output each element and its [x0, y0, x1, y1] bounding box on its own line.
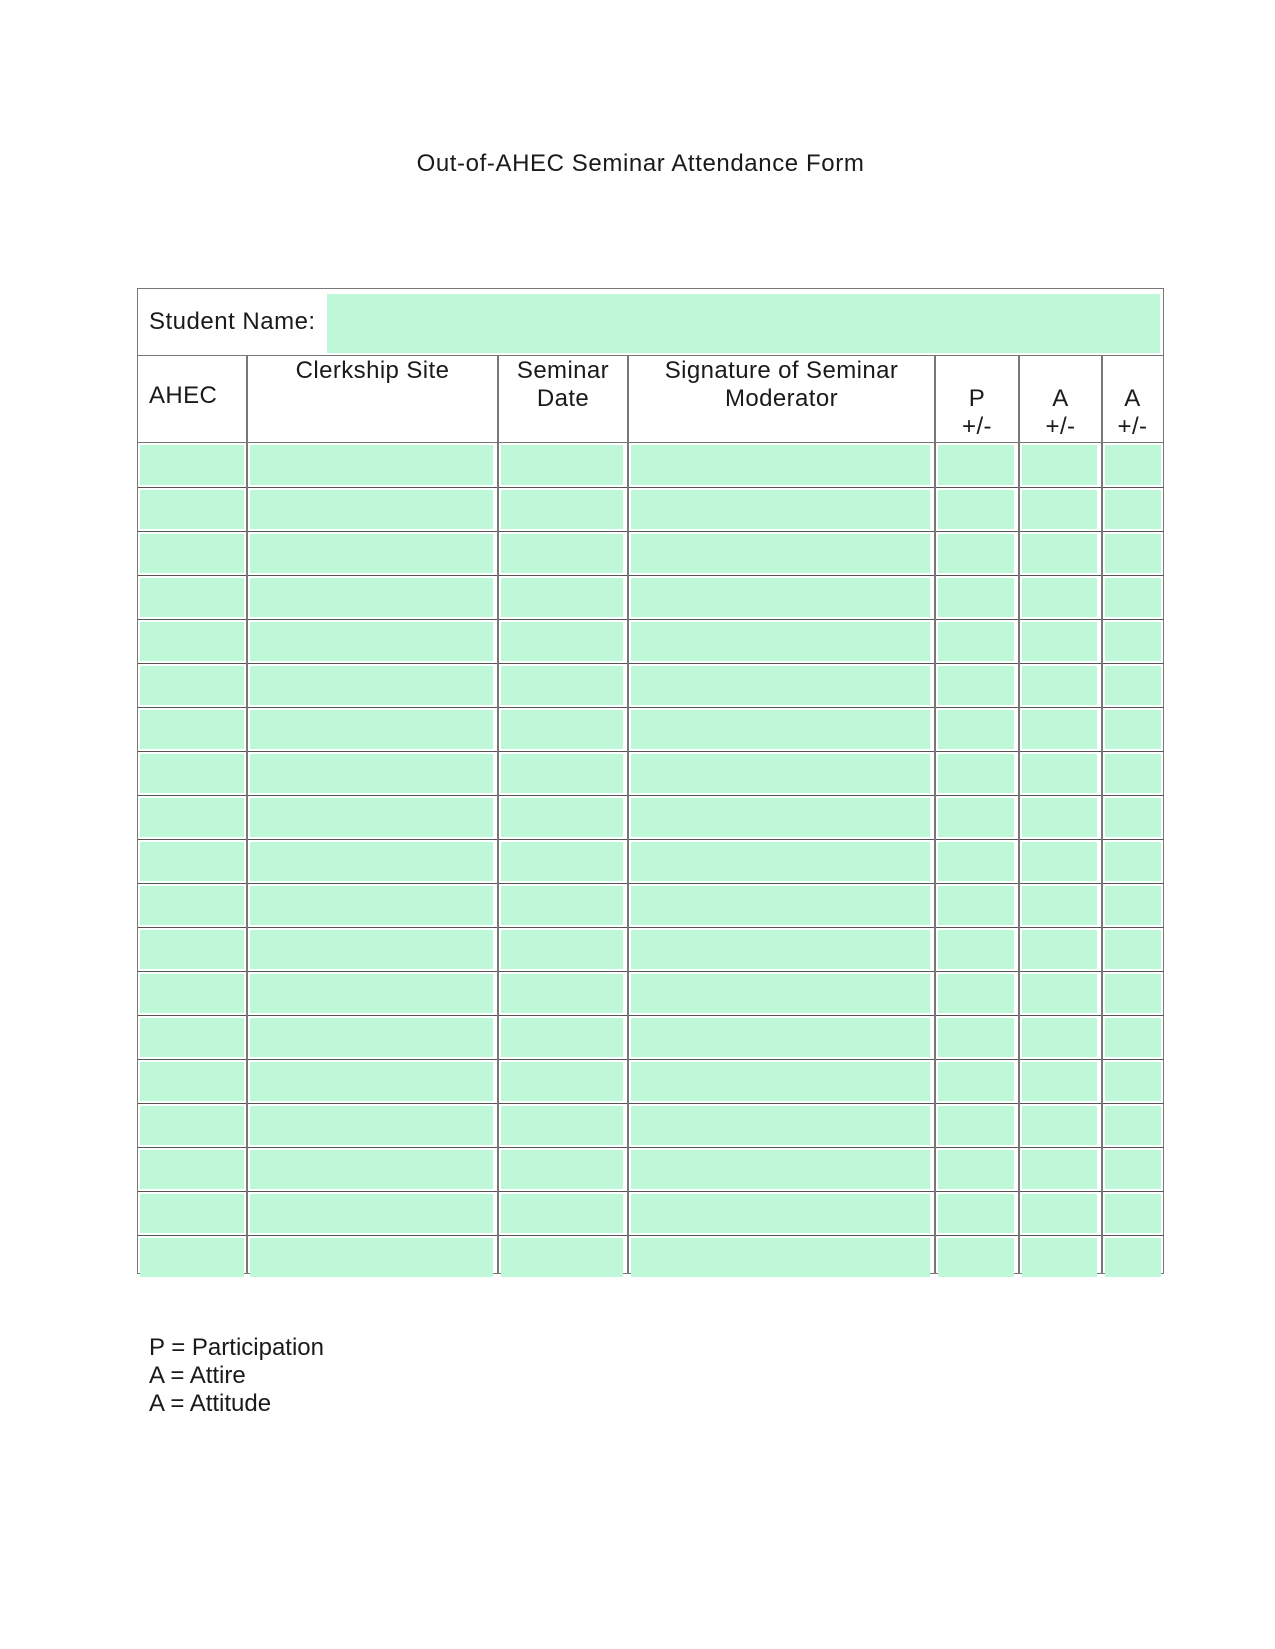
attitude-field[interactable] — [1105, 1194, 1161, 1233]
header-moderator-line2: Moderator — [725, 385, 838, 412]
ahec-field[interactable] — [140, 1062, 244, 1101]
participation-field[interactable] — [938, 1062, 1014, 1101]
student-name-row — [138, 289, 1163, 356]
participation-field[interactable] — [938, 1238, 1014, 1277]
ahec-field[interactable] — [140, 1194, 244, 1233]
header-attitude-letter: A — [1124, 385, 1141, 412]
column-divider — [627, 356, 629, 1273]
ahec-field[interactable] — [140, 534, 244, 573]
participation-field[interactable] — [938, 710, 1014, 749]
moderator-signature-field[interactable] — [631, 1018, 930, 1057]
moderator-signature-field[interactable] — [631, 490, 930, 529]
clerkship-site-field[interactable] — [250, 490, 493, 529]
table-row — [138, 1103, 1163, 1147]
moderator-signature-field[interactable] — [631, 1062, 930, 1101]
attitude-field[interactable] — [1105, 578, 1161, 617]
ahec-field[interactable] — [140, 710, 244, 749]
table-row — [138, 1059, 1163, 1103]
student-name-field[interactable] — [327, 294, 1160, 353]
moderator-signature-field[interactable] — [631, 710, 930, 749]
attitude-field[interactable] — [1105, 930, 1161, 969]
participation-field[interactable] — [938, 930, 1014, 969]
seminar-date-field[interactable] — [501, 930, 623, 969]
ahec-field[interactable] — [140, 974, 244, 1013]
header-seminar-date-line2: Date — [536, 385, 590, 412]
seminar-date-field[interactable] — [501, 534, 623, 573]
column-divider — [1101, 356, 1103, 1273]
moderator-signature-field[interactable] — [631, 445, 930, 485]
clerkship-site-field[interactable] — [250, 445, 493, 485]
clerkship-site-field[interactable] — [250, 798, 493, 837]
table-row — [138, 1147, 1163, 1191]
clerkship-site-field[interactable] — [250, 622, 493, 661]
attitude-field[interactable] — [1105, 974, 1161, 1013]
attire-field[interactable] — [1022, 1062, 1097, 1101]
participation-field[interactable] — [938, 534, 1014, 573]
attire-field[interactable] — [1022, 930, 1097, 969]
clerkship-site-field[interactable] — [250, 974, 493, 1013]
moderator-signature-field[interactable] — [631, 842, 930, 881]
legend — [149, 1334, 324, 1418]
attire-field[interactable] — [1022, 622, 1097, 661]
form-title: Out-of-AHEC Seminar Attendance Form — [416, 150, 865, 177]
legend-item: P = Participation — [149, 1334, 324, 1361]
attire-field[interactable] — [1022, 1194, 1097, 1233]
attire-field[interactable] — [1022, 754, 1097, 793]
seminar-date-field[interactable] — [501, 974, 623, 1013]
moderator-signature-field[interactable] — [631, 534, 930, 573]
attitude-field[interactable] — [1105, 886, 1161, 925]
attitude-field[interactable] — [1105, 710, 1161, 749]
header-ahec — [138, 356, 247, 442]
seminar-date-field[interactable] — [501, 1106, 623, 1145]
table-row — [138, 795, 1163, 839]
moderator-signature-field[interactable] — [631, 1106, 930, 1145]
table-row — [138, 531, 1163, 575]
participation-field[interactable] — [938, 445, 1014, 485]
seminar-date-field[interactable] — [501, 666, 623, 705]
attire-field[interactable] — [1022, 445, 1097, 485]
ahec-field[interactable] — [140, 930, 244, 969]
participation-field[interactable] — [938, 754, 1014, 793]
header-seminar-date — [498, 356, 628, 442]
column-header-row — [138, 356, 1163, 443]
table-row — [138, 619, 1163, 663]
attitude-field[interactable] — [1105, 1062, 1161, 1101]
participation-field[interactable] — [938, 578, 1014, 617]
ahec-field[interactable] — [140, 1018, 244, 1057]
attire-field[interactable] — [1022, 534, 1097, 573]
table-row — [138, 1235, 1163, 1279]
seminar-date-field[interactable] — [501, 578, 623, 617]
ahec-field[interactable] — [140, 754, 244, 793]
attitude-field[interactable] — [1105, 622, 1161, 661]
ahec-field[interactable] — [140, 842, 244, 881]
clerkship-site-field[interactable] — [250, 1018, 493, 1057]
seminar-date-field[interactable] — [501, 1194, 623, 1233]
ahec-field[interactable] — [140, 1238, 244, 1277]
seminar-date-field[interactable] — [501, 1018, 623, 1057]
attire-field[interactable] — [1022, 578, 1097, 617]
legend-item: A = Attire — [149, 1362, 246, 1389]
seminar-date-field[interactable] — [501, 886, 623, 925]
attire-field[interactable] — [1022, 710, 1097, 749]
clerkship-site-field[interactable] — [250, 1150, 493, 1189]
attitude-field[interactable] — [1105, 798, 1161, 837]
attendance-rows — [138, 443, 1163, 1273]
participation-field[interactable] — [938, 974, 1014, 1013]
header-moderator-line1: Signature of Seminar — [664, 357, 899, 384]
header-clerkship-site-label: Clerkship Site — [295, 357, 450, 384]
attitude-field[interactable] — [1105, 445, 1161, 485]
attire-field[interactable] — [1022, 1018, 1097, 1057]
clerkship-site-field[interactable] — [250, 666, 493, 705]
participation-field[interactable] — [938, 886, 1014, 925]
column-divider — [934, 356, 936, 1273]
table-row — [138, 443, 1163, 487]
moderator-signature-field[interactable] — [631, 622, 930, 661]
seminar-date-field[interactable] — [501, 1238, 623, 1277]
attire-field[interactable] — [1022, 974, 1097, 1013]
header-participation-letter: P — [968, 385, 986, 412]
participation-field[interactable] — [938, 490, 1014, 529]
table-row — [138, 883, 1163, 927]
moderator-signature-field[interactable] — [631, 930, 930, 969]
ahec-field[interactable] — [140, 666, 244, 705]
attitude-field[interactable] — [1105, 1150, 1161, 1189]
clerkship-site-field[interactable] — [250, 534, 493, 573]
legend-item: A = Attitude — [149, 1390, 272, 1417]
table-row — [138, 927, 1163, 971]
attitude-field[interactable] — [1105, 490, 1161, 529]
attitude-field[interactable] — [1105, 754, 1161, 793]
clerkship-site-field[interactable] — [250, 1106, 493, 1145]
attire-field[interactable] — [1022, 1238, 1097, 1277]
table-row — [138, 707, 1163, 751]
header-seminar-date-line1: Seminar — [516, 357, 610, 384]
attire-field[interactable] — [1022, 490, 1097, 529]
moderator-signature-field[interactable] — [631, 754, 930, 793]
seminar-date-field[interactable] — [501, 490, 623, 529]
ahec-field[interactable] — [140, 1106, 244, 1145]
clerkship-site-field[interactable] — [250, 1238, 493, 1277]
header-attire-letter: A — [1052, 385, 1069, 412]
clerkship-site-field[interactable] — [250, 710, 493, 749]
table-row — [138, 971, 1163, 1015]
attendance-table — [137, 288, 1164, 1274]
clerkship-site-field[interactable] — [250, 578, 493, 617]
table-row — [138, 663, 1163, 707]
moderator-signature-field[interactable] — [631, 1238, 930, 1277]
participation-field[interactable] — [938, 666, 1014, 705]
clerkship-site-field[interactable] — [250, 886, 493, 925]
moderator-signature-field[interactable] — [631, 578, 930, 617]
seminar-date-field[interactable] — [501, 1150, 623, 1189]
seminar-date-field[interactable] — [501, 754, 623, 793]
attitude-field[interactable] — [1105, 1238, 1161, 1277]
moderator-signature-field[interactable] — [631, 1150, 930, 1189]
header-attire-sign: +/- — [1045, 413, 1076, 440]
table-row — [138, 1015, 1163, 1059]
moderator-signature-field[interactable] — [631, 1194, 930, 1233]
clerkship-site-field[interactable] — [250, 1194, 493, 1233]
participation-field[interactable] — [938, 1150, 1014, 1189]
table-row — [138, 575, 1163, 619]
moderator-signature-field[interactable] — [631, 798, 930, 837]
ahec-field[interactable] — [140, 798, 244, 837]
seminar-date-field[interactable] — [501, 445, 623, 485]
participation-field[interactable] — [938, 798, 1014, 837]
moderator-signature-field[interactable] — [631, 974, 930, 1013]
table-row — [138, 839, 1163, 883]
header-participation — [935, 356, 1019, 442]
ahec-field[interactable] — [140, 886, 244, 925]
header-attitude-sign: +/- — [1117, 413, 1148, 440]
participation-field[interactable] — [938, 622, 1014, 661]
header-participation-sign: +/- — [962, 413, 992, 440]
ahec-field[interactable] — [140, 622, 244, 661]
attire-field[interactable] — [1022, 1106, 1097, 1145]
attitude-field[interactable] — [1105, 666, 1161, 705]
ahec-field[interactable] — [140, 1150, 244, 1189]
ahec-field[interactable] — [140, 445, 244, 485]
participation-field[interactable] — [938, 842, 1014, 881]
seminar-date-field[interactable] — [501, 710, 623, 749]
column-divider — [1018, 356, 1020, 1273]
ahec-field[interactable] — [140, 490, 244, 529]
attitude-field[interactable] — [1105, 1106, 1161, 1145]
header-ahec-label: AHEC — [149, 382, 218, 409]
table-row — [138, 1191, 1163, 1235]
participation-field[interactable] — [938, 1106, 1014, 1145]
seminar-date-field[interactable] — [501, 1062, 623, 1101]
attire-field[interactable] — [1022, 798, 1097, 837]
table-row — [138, 751, 1163, 795]
participation-field[interactable] — [938, 1018, 1014, 1057]
table-row — [138, 487, 1163, 531]
student-name-label: Student Name: — [149, 308, 316, 335]
header-moderator-signature — [628, 356, 935, 442]
header-attire — [1019, 356, 1102, 442]
seminar-date-field[interactable] — [501, 842, 623, 881]
moderator-signature-field[interactable] — [631, 666, 930, 705]
clerkship-site-field[interactable] — [250, 1062, 493, 1101]
column-divider — [497, 356, 499, 1273]
attire-field[interactable] — [1022, 842, 1097, 881]
attitude-field[interactable] — [1105, 842, 1161, 881]
moderator-signature-field[interactable] — [631, 886, 930, 925]
attire-field[interactable] — [1022, 1150, 1097, 1189]
attire-field[interactable] — [1022, 886, 1097, 925]
clerkship-site-field[interactable] — [250, 842, 493, 881]
attitude-field[interactable] — [1105, 534, 1161, 573]
seminar-date-field[interactable] — [501, 798, 623, 837]
attitude-field[interactable] — [1105, 1018, 1161, 1057]
participation-field[interactable] — [938, 1194, 1014, 1233]
clerkship-site-field[interactable] — [250, 754, 493, 793]
seminar-date-field[interactable] — [501, 622, 623, 661]
header-clerkship-site — [247, 356, 498, 442]
ahec-field[interactable] — [140, 578, 244, 617]
clerkship-site-field[interactable] — [250, 930, 493, 969]
header-attitude — [1102, 356, 1163, 442]
column-divider — [246, 356, 248, 1273]
attire-field[interactable] — [1022, 666, 1097, 705]
